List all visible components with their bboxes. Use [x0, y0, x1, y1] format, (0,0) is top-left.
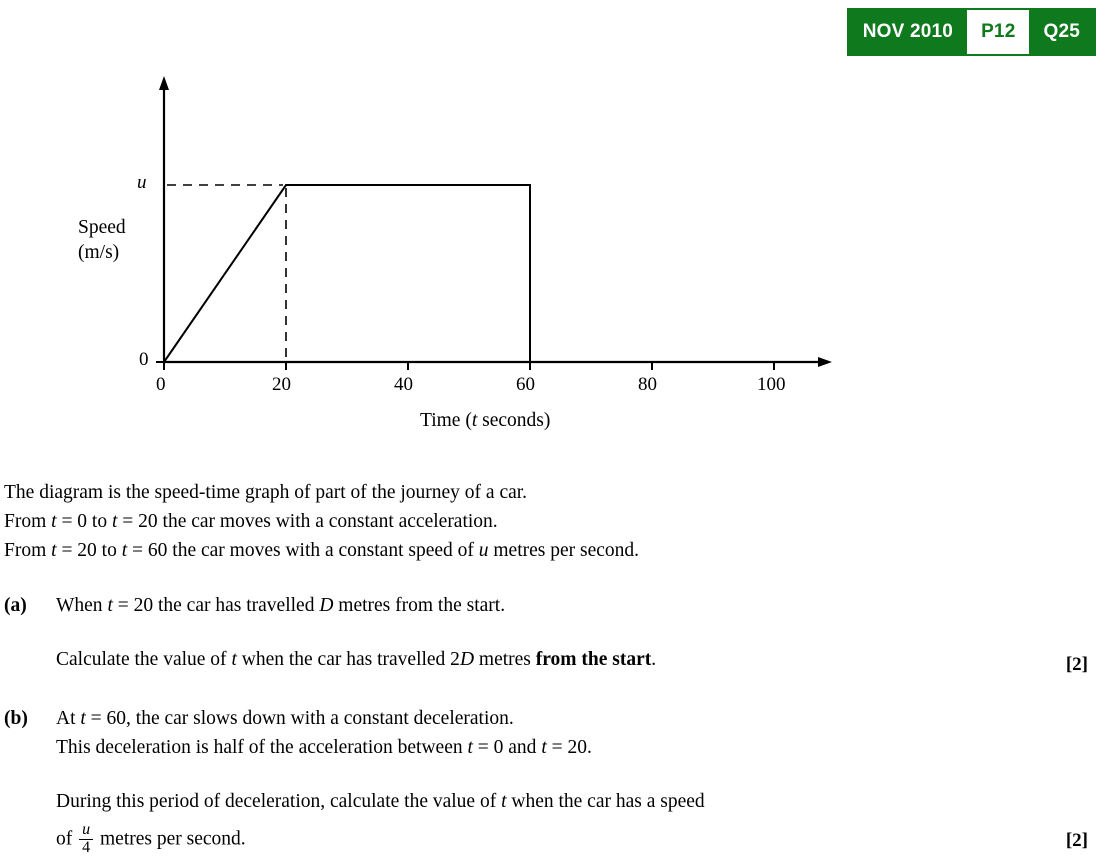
question-part-b-line-3: [56, 787, 1096, 816]
marks-part-b: [2]: [1065, 830, 1088, 851]
graph-curve: [164, 185, 530, 362]
y-axis-tick-label-u: u: [137, 172, 147, 193]
question-part-b-label: (b): [4, 708, 28, 729]
qa-l1-var-2: D: [319, 595, 334, 616]
y-axis-label-line1: Speed: [78, 217, 126, 238]
intro-line-3-var-1: t: [51, 540, 57, 561]
x-axis-arrowhead: [818, 357, 832, 367]
qb-l1-var-1: t: [80, 708, 86, 729]
qa-l2-var-1: t: [231, 649, 237, 670]
qa-l2-seg-2: when the car has travelled 2: [236, 649, 460, 670]
qb-l4-suffix: metres per second.: [95, 828, 246, 850]
qa-l2-var-2: D: [459, 649, 475, 670]
x-axis-origin-label: 0: [156, 374, 166, 395]
intro-line-2-seg-1: From: [4, 511, 52, 532]
x-axis-caption-prefix: Time (: [420, 410, 472, 431]
y-axis-arrowhead: [159, 76, 169, 90]
intro-line-3-seg-2: = 20 to: [56, 540, 122, 561]
qa-l1-var-1: t: [107, 595, 113, 616]
qa-l2-seg-1: Calculate the value of: [56, 649, 232, 670]
y-axis-label-line2: (m/s): [78, 242, 120, 263]
question-part-a: [4, 591, 1096, 674]
qa-l1-seg-3: metres from the start.: [333, 595, 506, 616]
intro-line-3-seg-4: metres per second.: [488, 540, 640, 561]
question-part-b-line-4: [56, 822, 1096, 857]
badge-session: NOV 2010: [862, 21, 954, 42]
badge-paper: P12: [967, 10, 1029, 54]
qb-l1-seg-2: = 60, the car slows down with a constant deceleration.: [85, 708, 514, 729]
x-axis-caption-suffix: seconds): [477, 410, 551, 431]
intro-line-2-var-1: t: [51, 511, 57, 532]
x-axis-caption: [420, 410, 550, 432]
y-axis-tick-label-zero: 0: [139, 349, 149, 370]
intro-line-2-seg-2: = 0 to: [56, 511, 112, 532]
intro-line-3-var-3: u: [478, 540, 489, 561]
qb-l3-var-1: t: [501, 791, 507, 812]
intro-line-3-seg-1: From: [4, 540, 52, 561]
qa-l2-seg-3: metres: [474, 649, 536, 670]
exam-reference-badge: [847, 8, 1096, 56]
intro-line-2-seg-3: = 20 the car moves with a constant acceleration.: [117, 511, 498, 532]
question-part-a-line-1: [56, 591, 1096, 620]
x-axis-tick-label-40: 40: [394, 374, 413, 395]
qb-l1-seg-1: At: [56, 708, 81, 729]
fraction-u-over-4: [79, 822, 93, 857]
qb-l3-seg-2: when the car has a speed: [506, 791, 705, 812]
x-axis-tick-label-80: 80: [638, 374, 657, 395]
question-part-b-line-1: [56, 704, 1096, 733]
question-part-a-line-2: [56, 645, 1096, 674]
question-body: [4, 478, 1096, 857]
intro-line-2: [4, 507, 1096, 536]
x-axis-tick-label-100: 100: [757, 374, 786, 395]
qb-l2-seg-2: = 0 and: [472, 737, 542, 758]
qb-l4-prefix: of: [56, 828, 78, 850]
marks-part-a: [2]: [1065, 654, 1088, 675]
qb-l2-seg-1: This deceleration is half of the acceleration between: [56, 737, 468, 758]
fraction-denominator: 4: [82, 838, 91, 856]
question-part-b: [4, 704, 1096, 857]
qa-l1-seg-2: = 20 the car has travelled: [112, 595, 320, 616]
qa-l2-emphasis: from the start: [535, 649, 652, 670]
qb-l2-var-1: t: [467, 737, 473, 758]
x-axis-tick-label-60: 60: [516, 374, 535, 395]
intro-line-3-seg-3: = 60 the car moves with a constant speed of: [127, 540, 479, 561]
intro-line-3-var-2: t: [121, 540, 128, 561]
x-axis-tick-label-20: 20: [272, 374, 291, 395]
x-axis-caption-variable: t: [471, 410, 478, 431]
fraction-numerator: u: [79, 822, 93, 840]
qb-l3-seg-1: During this period of deceleration, calculate the value of: [56, 791, 502, 812]
question-part-a-label: (a): [4, 595, 27, 616]
question-part-b-line-2: [56, 733, 1096, 762]
qa-l1-seg-1: When: [56, 595, 108, 616]
intro-line-2-var-2: t: [111, 511, 118, 532]
y-axis-label: [78, 215, 126, 265]
qb-l2-var-2: t: [541, 737, 547, 758]
intro-paragraph: [4, 478, 1096, 565]
speed-time-graph: [0, 60, 900, 450]
badge-question: Q25: [1043, 21, 1080, 42]
intro-line-1: The diagram is the speed-time graph of part of the journey of a car.: [4, 482, 528, 503]
qa-l2-seg-4: .: [651, 649, 657, 670]
intro-line-3: [4, 536, 1096, 565]
qb-l2-seg-3: = 20.: [546, 737, 592, 758]
